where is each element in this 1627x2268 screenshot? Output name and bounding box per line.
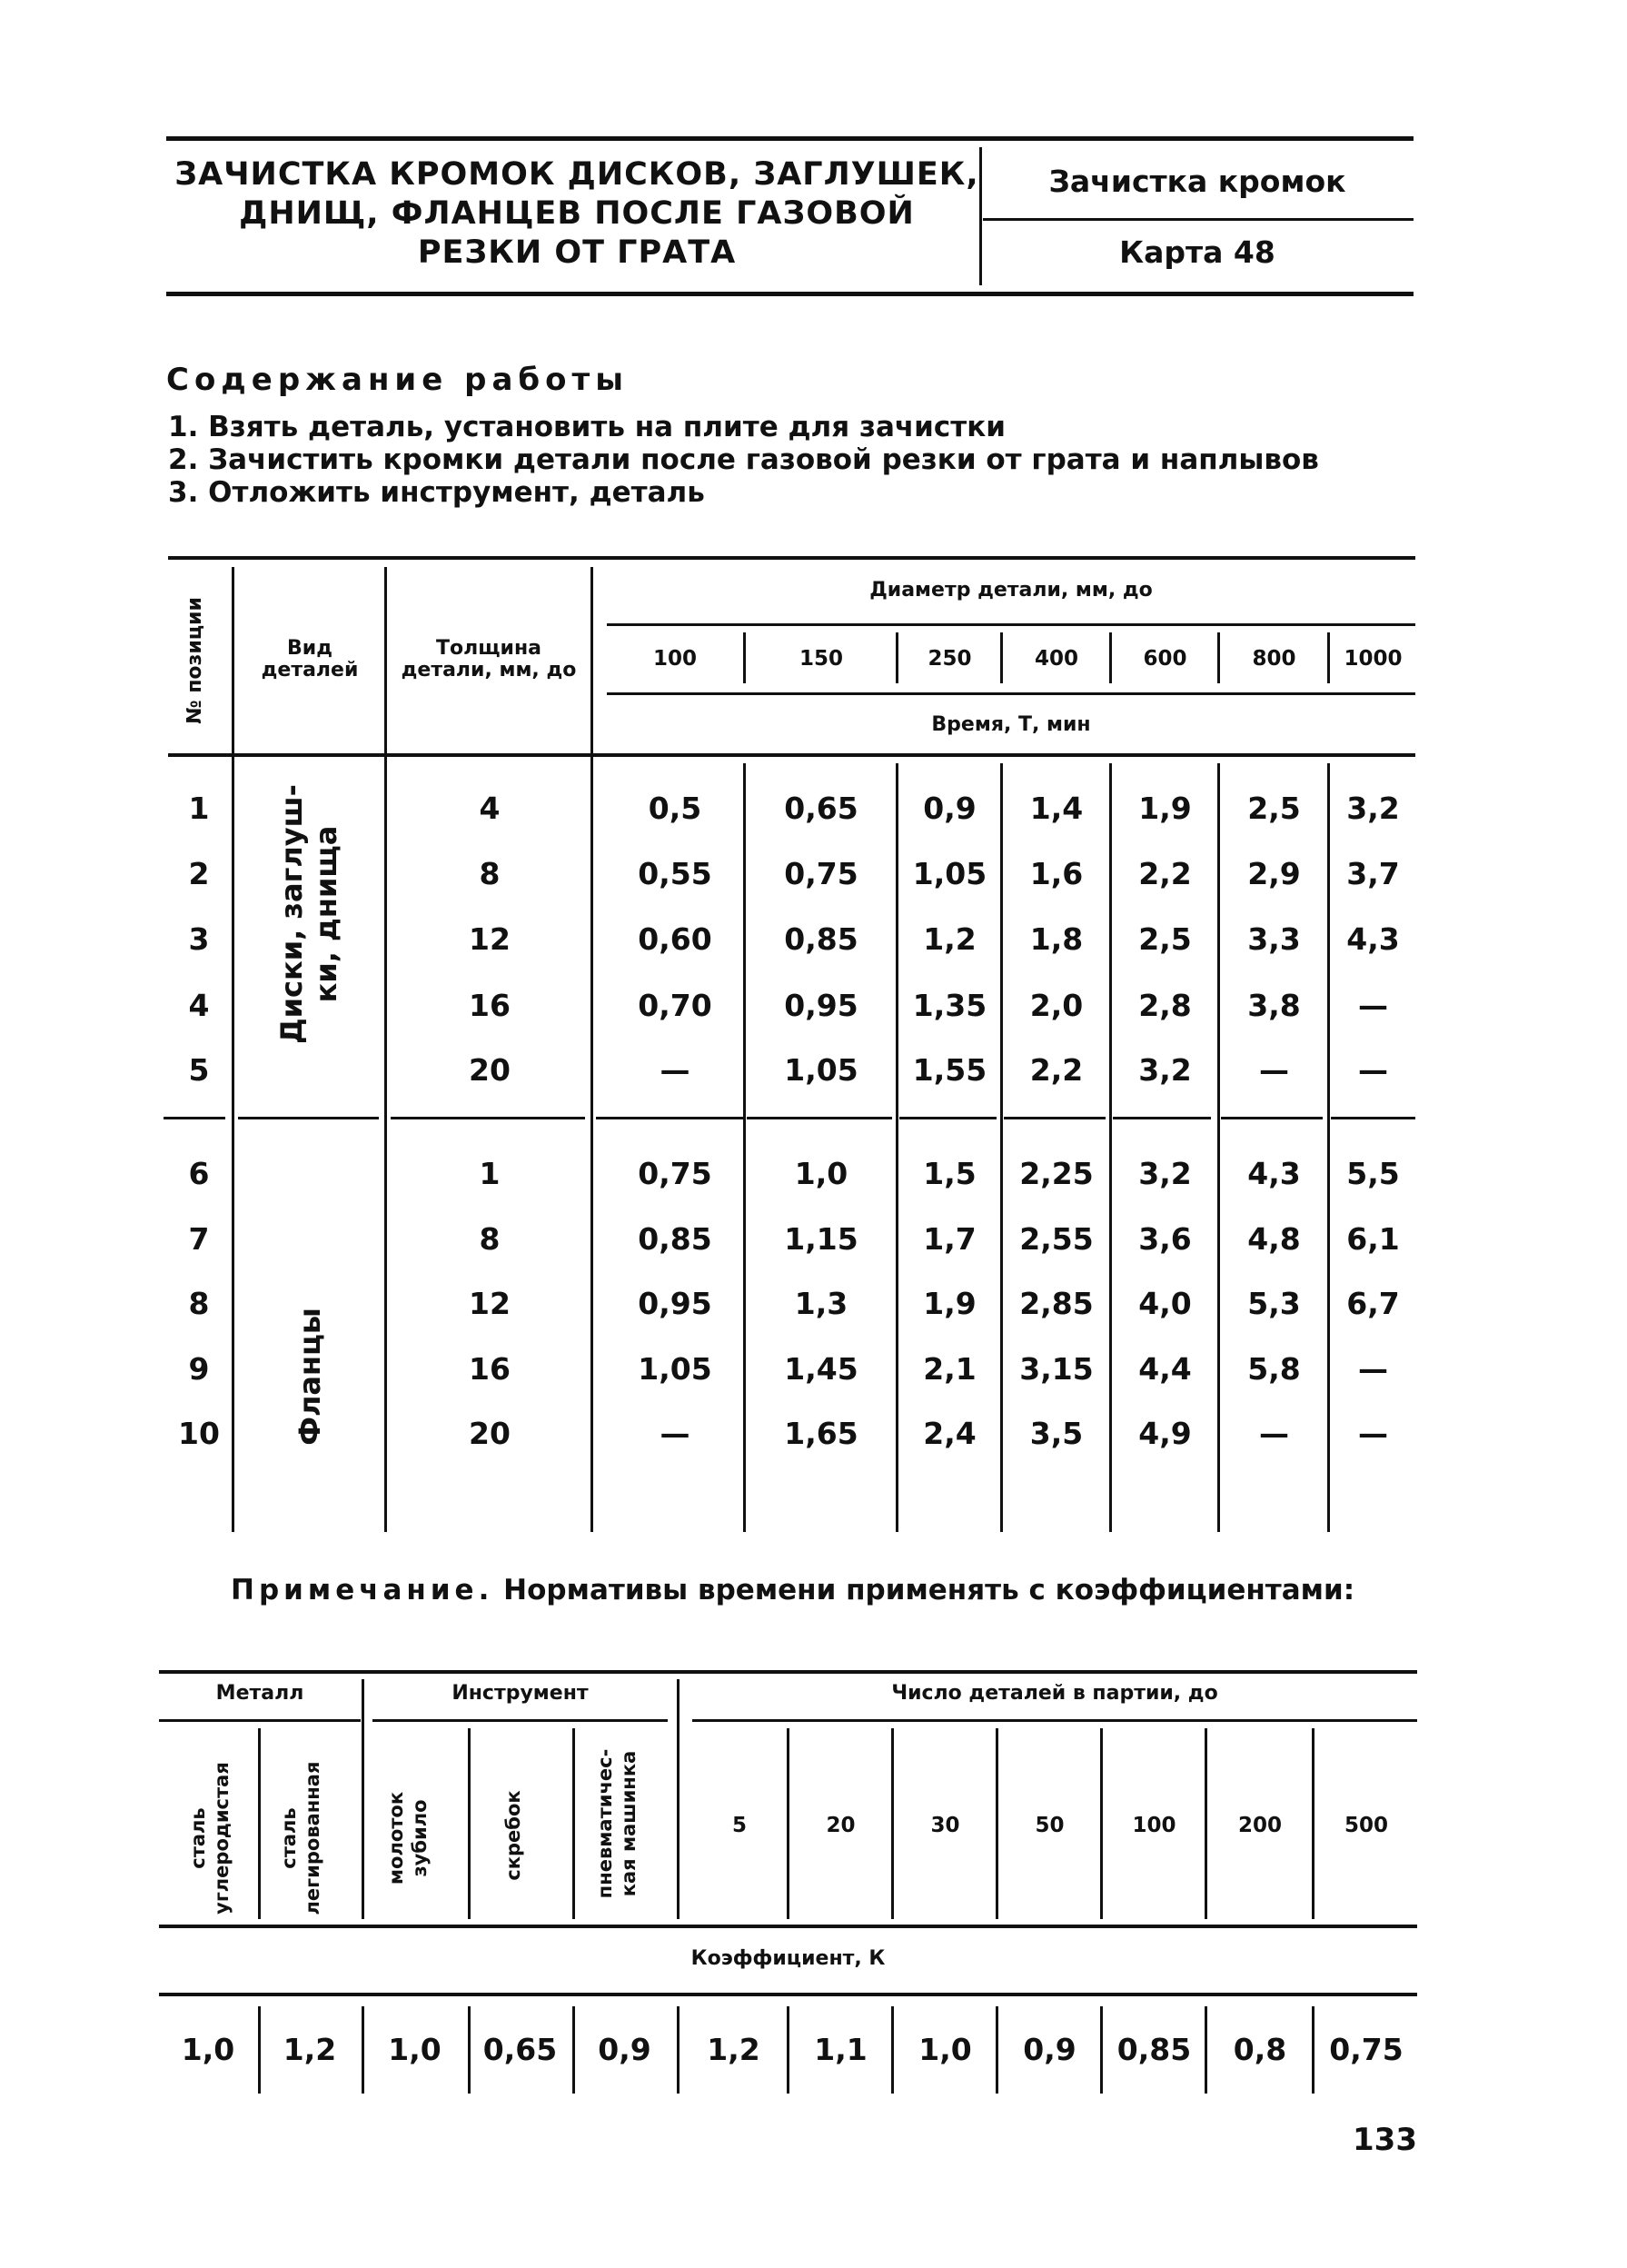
row-time-value: 1,8 bbox=[1029, 921, 1084, 957]
row-time-value: 3,15 bbox=[1019, 1351, 1094, 1387]
coef-tool-rule bbox=[372, 1719, 668, 1722]
body-divider-0 bbox=[743, 763, 746, 1532]
row-time-value: 4,3 bbox=[1247, 1156, 1301, 1191]
coef-divider-tool-2 bbox=[572, 1728, 575, 1919]
row-time-value: 1,5 bbox=[923, 1156, 977, 1191]
coef-label: Коэффициент, К bbox=[690, 1947, 886, 1970]
diameter-0: 100 bbox=[652, 647, 697, 671]
row-thickness: 20 bbox=[469, 1416, 511, 1451]
row-time-value: 1,2 bbox=[923, 921, 977, 957]
batch-divider-5 bbox=[1205, 1728, 1207, 1919]
row-time-value: 1,05 bbox=[912, 856, 987, 891]
batch-divider-3 bbox=[996, 1728, 998, 1919]
row-time-value: 2,4 bbox=[923, 1416, 977, 1451]
row-position: 3 bbox=[188, 921, 210, 957]
row-position: 4 bbox=[188, 988, 210, 1023]
tool-col-pneumatic: пневматичес- кая машинка bbox=[594, 1748, 640, 1899]
row-time-value: — bbox=[1358, 988, 1388, 1023]
header-bottom-rule bbox=[166, 292, 1414, 296]
row-time-value: 4,4 bbox=[1138, 1351, 1192, 1387]
body-divider-5 bbox=[1327, 763, 1330, 1532]
batch-2: 30 bbox=[930, 1814, 960, 1837]
row-position: 8 bbox=[188, 1286, 210, 1321]
row-thickness: 16 bbox=[469, 1351, 511, 1387]
diameter-divider-5 bbox=[1217, 632, 1220, 683]
body-divider-3 bbox=[1109, 763, 1112, 1532]
coef-value: 0,65 bbox=[482, 2032, 558, 2067]
row-time-value: 4,0 bbox=[1138, 1286, 1192, 1321]
card-number: Карта 48 bbox=[1119, 234, 1275, 270]
group-sep-thick bbox=[391, 1117, 585, 1119]
row-thickness: 12 bbox=[469, 921, 511, 957]
row-time-value: 0,55 bbox=[638, 856, 712, 891]
diameter-divider-6 bbox=[1327, 632, 1330, 683]
row-time-value: 3,2 bbox=[1346, 791, 1400, 826]
diameter-6: 1000 bbox=[1344, 647, 1403, 671]
row-time-value: 2,85 bbox=[1019, 1286, 1094, 1321]
kind-header: Вид деталей bbox=[261, 637, 359, 681]
row-time-value: 2,8 bbox=[1138, 988, 1192, 1023]
coef-value-divider-3 bbox=[572, 2006, 575, 2094]
row-time-value: 1,15 bbox=[784, 1221, 858, 1257]
work-title: Содержание работы bbox=[166, 362, 629, 398]
work-step-1: 1. Взять деталь, установить на плите для зачистки bbox=[168, 411, 1006, 443]
row-time-value: 0,9 bbox=[923, 791, 977, 826]
group-sep-2 bbox=[899, 1117, 997, 1119]
coef-value: 0,75 bbox=[1329, 2032, 1404, 2067]
coef-batch-rule bbox=[692, 1719, 1417, 1722]
row-time-value: 0,60 bbox=[638, 921, 712, 957]
row-time-value: 0,75 bbox=[784, 856, 858, 891]
coef-value: 1,2 bbox=[707, 2032, 760, 2067]
row-time-value: 2,5 bbox=[1247, 791, 1301, 826]
work-step-3: 3. Отложить инструмент, деталь bbox=[168, 476, 705, 509]
row-position: 6 bbox=[188, 1156, 210, 1191]
category-label: Зачистка кромок bbox=[1048, 164, 1346, 199]
batch-1: 20 bbox=[826, 1814, 856, 1837]
row-time-value: 0,85 bbox=[638, 1221, 712, 1257]
coef-value-divider-6 bbox=[891, 2006, 894, 2094]
row-time-value: 0,70 bbox=[638, 988, 712, 1023]
coef-value-divider-1 bbox=[362, 2006, 364, 2094]
group-sep-1 bbox=[747, 1117, 892, 1119]
coef-divider-tool-1 bbox=[468, 1728, 471, 1919]
coef-value-divider-8 bbox=[1100, 2006, 1103, 2094]
coef-value-divider-5 bbox=[787, 2006, 789, 2094]
batch-0: 5 bbox=[731, 1814, 747, 1837]
tool-header: Инструмент bbox=[451, 1682, 589, 1705]
coef-value-divider-4 bbox=[677, 2006, 680, 2094]
col-divider-pos bbox=[232, 567, 234, 1532]
coef-value-divider-10 bbox=[1312, 2006, 1314, 2094]
batch-3: 50 bbox=[1035, 1814, 1065, 1837]
row-time-value: 1,45 bbox=[784, 1351, 858, 1387]
main-table-head-rule bbox=[168, 753, 1415, 757]
row-time-value: — bbox=[1358, 1416, 1388, 1451]
row-time-value: 5,8 bbox=[1247, 1351, 1301, 1387]
row-position: 1 bbox=[188, 791, 210, 826]
row-time-value: 4,3 bbox=[1346, 921, 1400, 957]
body-divider-1 bbox=[896, 763, 898, 1532]
coef-value: 0,9 bbox=[598, 2032, 651, 2067]
diameter-5: 800 bbox=[1252, 647, 1296, 671]
coef-value: 0,9 bbox=[1023, 2032, 1076, 2067]
batch-4: 100 bbox=[1132, 1814, 1176, 1837]
diameter-divider-3 bbox=[1000, 632, 1003, 683]
diameter-1: 150 bbox=[799, 647, 843, 671]
coef-divider-metal bbox=[258, 1728, 261, 1919]
row-time-value: 1,65 bbox=[784, 1416, 858, 1451]
col-divider-thickness bbox=[590, 567, 593, 1532]
time-header: Время, Т, мин bbox=[931, 713, 1091, 736]
row-thickness: 1 bbox=[479, 1156, 501, 1191]
metal-col-carbon: сталь углеродистая bbox=[187, 1762, 233, 1915]
row-time-value: — bbox=[660, 1416, 690, 1451]
diameter-divider-4 bbox=[1109, 632, 1112, 683]
coef-value-divider-9 bbox=[1205, 2006, 1207, 2094]
metal-col-alloy: сталь легированная bbox=[278, 1761, 323, 1915]
coef-divider-metal-tool bbox=[362, 1679, 364, 1919]
coef-value: 1,0 bbox=[388, 2032, 441, 2067]
tool-col-hammer: молоток зубило bbox=[385, 1791, 431, 1885]
group-sep-4 bbox=[1113, 1117, 1211, 1119]
row-time-value: 2,2 bbox=[1029, 1052, 1084, 1088]
row-time-value: 2,2 bbox=[1138, 856, 1192, 891]
diameter-3: 400 bbox=[1034, 647, 1078, 671]
coef-value: 1,0 bbox=[918, 2032, 972, 2067]
row-time-value: 1,4 bbox=[1029, 791, 1084, 826]
row-thickness: 8 bbox=[479, 1221, 501, 1257]
thickness-header: Толщина детали, мм, до bbox=[401, 637, 577, 681]
batch-divider-6 bbox=[1312, 1728, 1314, 1919]
row-time-value: 3,6 bbox=[1138, 1221, 1192, 1257]
row-time-value: — bbox=[660, 1052, 690, 1088]
note bbox=[231, 1574, 1354, 1606]
row-time-value: 1,05 bbox=[784, 1052, 858, 1088]
coef-label-rule bbox=[159, 1993, 1417, 1996]
row-position: 10 bbox=[178, 1416, 220, 1451]
page-number: 133 bbox=[1353, 2122, 1417, 2158]
title-line-2: ДНИЩ, ФЛАНЦЕВ ПОСЛЕ ГАЗОВОЙ bbox=[239, 195, 915, 232]
position-header: № позиции bbox=[184, 597, 206, 724]
row-thickness: 8 bbox=[479, 856, 501, 891]
coef-value-divider-7 bbox=[996, 2006, 998, 2094]
row-time-value: 3,5 bbox=[1029, 1416, 1084, 1451]
diameter-divider-1 bbox=[743, 632, 746, 683]
row-thickness: 16 bbox=[469, 988, 511, 1023]
row-time-value: 3,2 bbox=[1138, 1156, 1192, 1191]
group-sep-pos bbox=[164, 1117, 225, 1119]
row-time-value: 0,85 bbox=[784, 921, 858, 957]
row-time-value: 4,8 bbox=[1247, 1221, 1301, 1257]
coef-top-rule bbox=[159, 1670, 1417, 1674]
row-time-value: 0,75 bbox=[638, 1156, 712, 1191]
coef-value: 1,1 bbox=[814, 2032, 868, 2067]
row-thickness: 20 bbox=[469, 1052, 511, 1088]
batch-divider-1 bbox=[787, 1728, 789, 1919]
coef-divider-tool-batch bbox=[677, 1679, 680, 1919]
row-time-value: 2,1 bbox=[923, 1351, 977, 1387]
row-time-value: 2,25 bbox=[1019, 1156, 1094, 1191]
coef-value: 1,0 bbox=[181, 2032, 235, 2067]
row-time-value: 0,95 bbox=[638, 1286, 712, 1321]
row-time-value: 4,9 bbox=[1138, 1416, 1192, 1451]
row-time-value: — bbox=[1259, 1416, 1289, 1451]
group-label-flanges: Фланцы bbox=[293, 1308, 327, 1446]
time-rule bbox=[607, 692, 1415, 695]
title-line-1: ЗАЧИСТКА КРОМОК ДИСКОВ, ЗАГЛУШЕК, bbox=[174, 156, 979, 193]
row-thickness: 12 bbox=[469, 1286, 511, 1321]
body-divider-4 bbox=[1217, 763, 1220, 1532]
row-time-value: 1,35 bbox=[912, 988, 987, 1023]
row-position: 7 bbox=[188, 1221, 210, 1257]
diameter-4: 600 bbox=[1143, 647, 1187, 671]
group-sep-0 bbox=[596, 1117, 743, 1119]
row-time-value: 1,9 bbox=[1138, 791, 1192, 826]
coef-value-divider-0 bbox=[258, 2006, 261, 2094]
diameter-header: Диаметр детали, мм, до bbox=[869, 579, 1153, 602]
row-time-value: 0,95 bbox=[784, 988, 858, 1023]
row-time-value: 2,0 bbox=[1029, 988, 1084, 1023]
row-time-value: 3,2 bbox=[1138, 1052, 1192, 1088]
row-time-value: 3,3 bbox=[1247, 921, 1301, 957]
tool-col-scraper: скребок bbox=[502, 1790, 524, 1881]
row-time-value: 1,55 bbox=[912, 1052, 987, 1088]
note-lead: Примечание. bbox=[231, 1574, 494, 1606]
row-time-value: 2,5 bbox=[1138, 921, 1192, 957]
row-time-value: — bbox=[1358, 1351, 1388, 1387]
diameter-rule bbox=[607, 623, 1415, 626]
row-time-value: — bbox=[1358, 1052, 1388, 1088]
batch-6: 500 bbox=[1344, 1814, 1388, 1837]
row-time-value: 6,1 bbox=[1346, 1221, 1400, 1257]
group-sep-6 bbox=[1331, 1117, 1415, 1119]
row-time-value: 1,3 bbox=[794, 1286, 848, 1321]
col-divider-kind bbox=[384, 567, 387, 1532]
row-time-value: 3,8 bbox=[1247, 988, 1301, 1023]
coef-head-rule bbox=[159, 1925, 1417, 1928]
main-table-top-rule bbox=[168, 556, 1415, 560]
title-line-3: РЕЗКИ ОТ ГРАТА bbox=[417, 234, 737, 271]
diameter-2: 250 bbox=[928, 647, 972, 671]
work-step-2: 2. Зачистить кромки детали после газовой резки от грата и наплывов bbox=[168, 443, 1319, 476]
row-time-value: 0,5 bbox=[648, 791, 702, 826]
row-time-value: 3,7 bbox=[1346, 856, 1400, 891]
row-time-value: 5,5 bbox=[1346, 1156, 1400, 1191]
row-position: 9 bbox=[188, 1351, 210, 1387]
row-time-value: 5,3 bbox=[1247, 1286, 1301, 1321]
row-time-value: 0,65 bbox=[784, 791, 858, 826]
row-time-value: 1,9 bbox=[923, 1286, 977, 1321]
row-time-value: 1,7 bbox=[923, 1221, 977, 1257]
row-position: 5 bbox=[188, 1052, 210, 1088]
batch-5: 200 bbox=[1237, 1814, 1282, 1837]
coef-value-divider-2 bbox=[468, 2006, 471, 2094]
coef-value: 0,85 bbox=[1116, 2032, 1192, 2067]
group-sep-5 bbox=[1221, 1117, 1323, 1119]
batch-divider-2 bbox=[891, 1728, 894, 1919]
header-top-rule bbox=[166, 136, 1414, 141]
body-divider-2 bbox=[1000, 763, 1003, 1532]
header-right-rule bbox=[983, 218, 1414, 221]
row-time-value: 1,05 bbox=[638, 1351, 712, 1387]
row-time-value: 2,55 bbox=[1019, 1221, 1094, 1257]
row-time-value: 1,6 bbox=[1029, 856, 1084, 891]
note-text: Нормативы времени применять с коэффициентами: bbox=[493, 1574, 1355, 1606]
batch-divider-4 bbox=[1100, 1728, 1103, 1919]
row-thickness: 4 bbox=[479, 791, 501, 826]
group-label-disks: Диски, заглуш- ки, днища bbox=[274, 784, 343, 1044]
batch-header: Число деталей в партии, до bbox=[891, 1682, 1218, 1705]
coef-value: 1,2 bbox=[283, 2032, 337, 2067]
group-sep-3 bbox=[1004, 1117, 1106, 1119]
group-sep-kind bbox=[238, 1117, 379, 1119]
coef-metal-rule bbox=[159, 1719, 361, 1722]
diameter-divider-2 bbox=[896, 632, 898, 683]
row-time-value: — bbox=[1259, 1052, 1289, 1088]
coef-value: 0,8 bbox=[1233, 2032, 1287, 2067]
row-time-value: 1,0 bbox=[794, 1156, 848, 1191]
row-position: 2 bbox=[188, 856, 210, 891]
row-time-value: 2,9 bbox=[1247, 856, 1301, 891]
metal-header: Металл bbox=[215, 1682, 304, 1705]
row-time-value: 6,7 bbox=[1346, 1286, 1400, 1321]
